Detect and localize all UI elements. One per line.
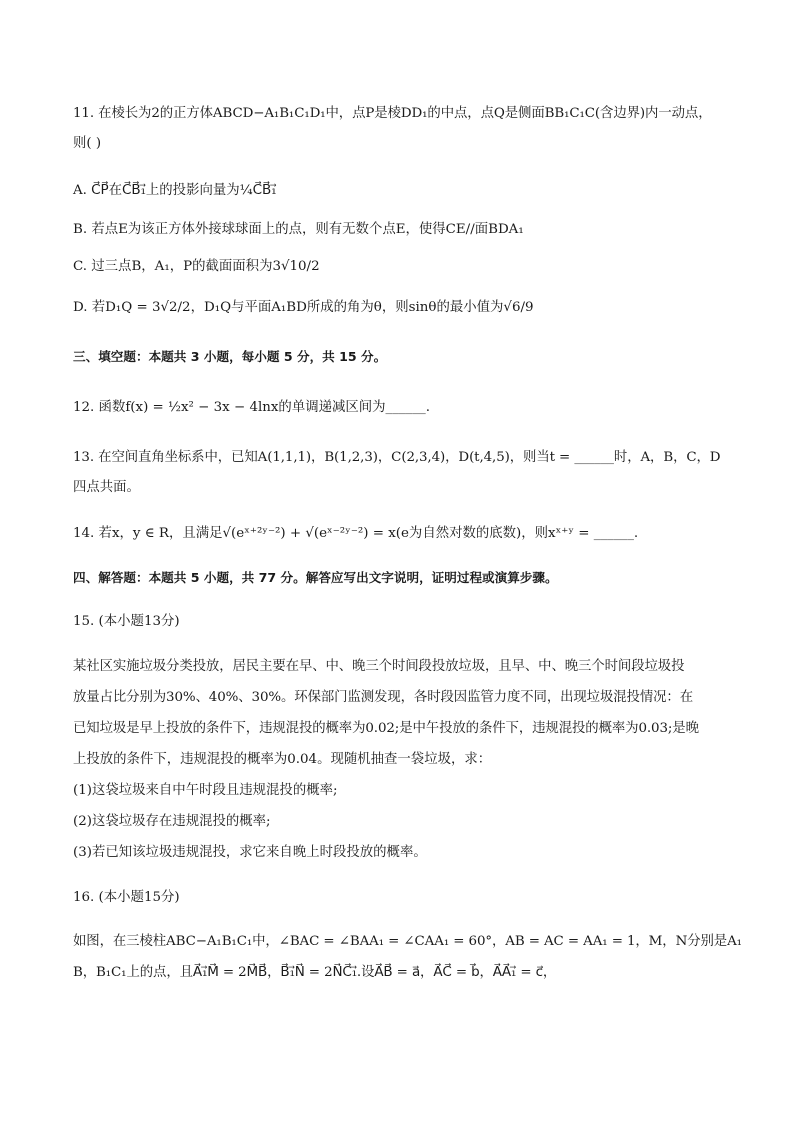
q11-option-d: D. 若D₁Q = 3√2/2，D₁Q与平面A₁BD所成的角为θ，则sinθ的最小值为√6/9 [73, 300, 534, 315]
q15-header: 15. (本小题13分) [73, 614, 180, 629]
section-4-heading: 四、解答题：本题共 5 小题，共 77 分。解答应写出文字说明，证明过程或演算步骤。 [73, 570, 558, 585]
q15-paragraph-line3: 已知垃圾是早上投放的条件下，违规混投的概率为0.02;是中午投放的条件下，违规混投的概率为0.03;是晚 [73, 721, 699, 736]
q15-subquestion-1: (1)这袋垃圾来自中午时段且违规混投的概率; [73, 783, 338, 798]
q14-text: 14. 若x，y ∈ R，且满足√(eˣ⁺²ʸ⁻²) + √(eˣ⁻²ʸ⁻²) = x(e为自然对数的底数)，则xˣ⁺ʸ = ______. [73, 526, 639, 541]
q15-paragraph-line2: 放量占比分别为30%、40%、30%。环保部门监测发现，各时段因监管力度不同，出现垃圾混投情况：在 [73, 690, 694, 705]
q16-header: 16. (本小题15分) [73, 890, 180, 905]
q13-line1: 13. 在空间直角坐标系中，已知A(1,1,1)，B(1,2,3)，C(2,3,4)，D(t,4,5)，则当t = ______时，A，B，C，D [73, 450, 721, 465]
q11-stem-line2: 则( ) [73, 136, 102, 151]
q13-line2: 四点共面。 [73, 480, 140, 495]
q12-text: 12. 函数f(x) = ½x² − 3x − 4lnx的单调递减区间为______. [73, 400, 430, 415]
q11-option-b: B. 若点E为该正方体外接球球面上的点，则有无数个点E，使得CE//面BDA₁ [73, 222, 524, 237]
q16-paragraph-line1: 如图，在三棱柱ABC−A₁B₁C₁中，∠BAC = ∠BAA₁ = ∠CAA₁ = 60°，AB = AC = AA₁ = 1，M，N分别是A₁ [73, 934, 742, 949]
q11-option-c: C. 过三点B，A₁，P的截面面积为3√10/2 [73, 259, 320, 274]
q15-subquestion-2: (2)这袋垃圾存在违规混投的概率; [73, 814, 271, 829]
q15-paragraph-line4: 上投放的条件下，违规混投的概率为0.04。现随机抽查一袋垃圾，求： [73, 752, 492, 767]
q11-option-a: A. C⃗P⃗在C⃗B⃗₁⃗上的投影向量为¼C⃗B⃗₁⃗ [73, 183, 277, 198]
q15-paragraph-line1: 某社区实施垃圾分类投放，居民主要在早、中、晚三个时间段投放垃圾，且早、中、晚三个时间段垃圾投 [73, 659, 685, 674]
q16-paragraph-line2: B，B₁C₁上的点，且A⃗₁⃗M⃗ = 2M⃗B⃗，B⃗₁⃗N⃗ = 2N⃗C⃗₁⃗.设A⃗B⃗ = a⃗，A⃗C⃗ = b⃗，A⃗A⃗₁⃗ = c⃗， [73, 965, 557, 980]
q15-subquestion-3: (3)若已知该垃圾违规混投，求它来自晚上时段投放的概率。 [73, 845, 427, 860]
q11-stem-line1: 11. 在棱长为2的正方体ABCD−A₁B₁C₁D₁中，点P是棱DD₁的中点，点Q是侧面BB₁C₁C(含边界)内一动点， [73, 106, 712, 121]
section-3-heading: 三、填空题：本题共 3 小题，每小题 5 分，共 15 分。 [73, 349, 387, 364]
